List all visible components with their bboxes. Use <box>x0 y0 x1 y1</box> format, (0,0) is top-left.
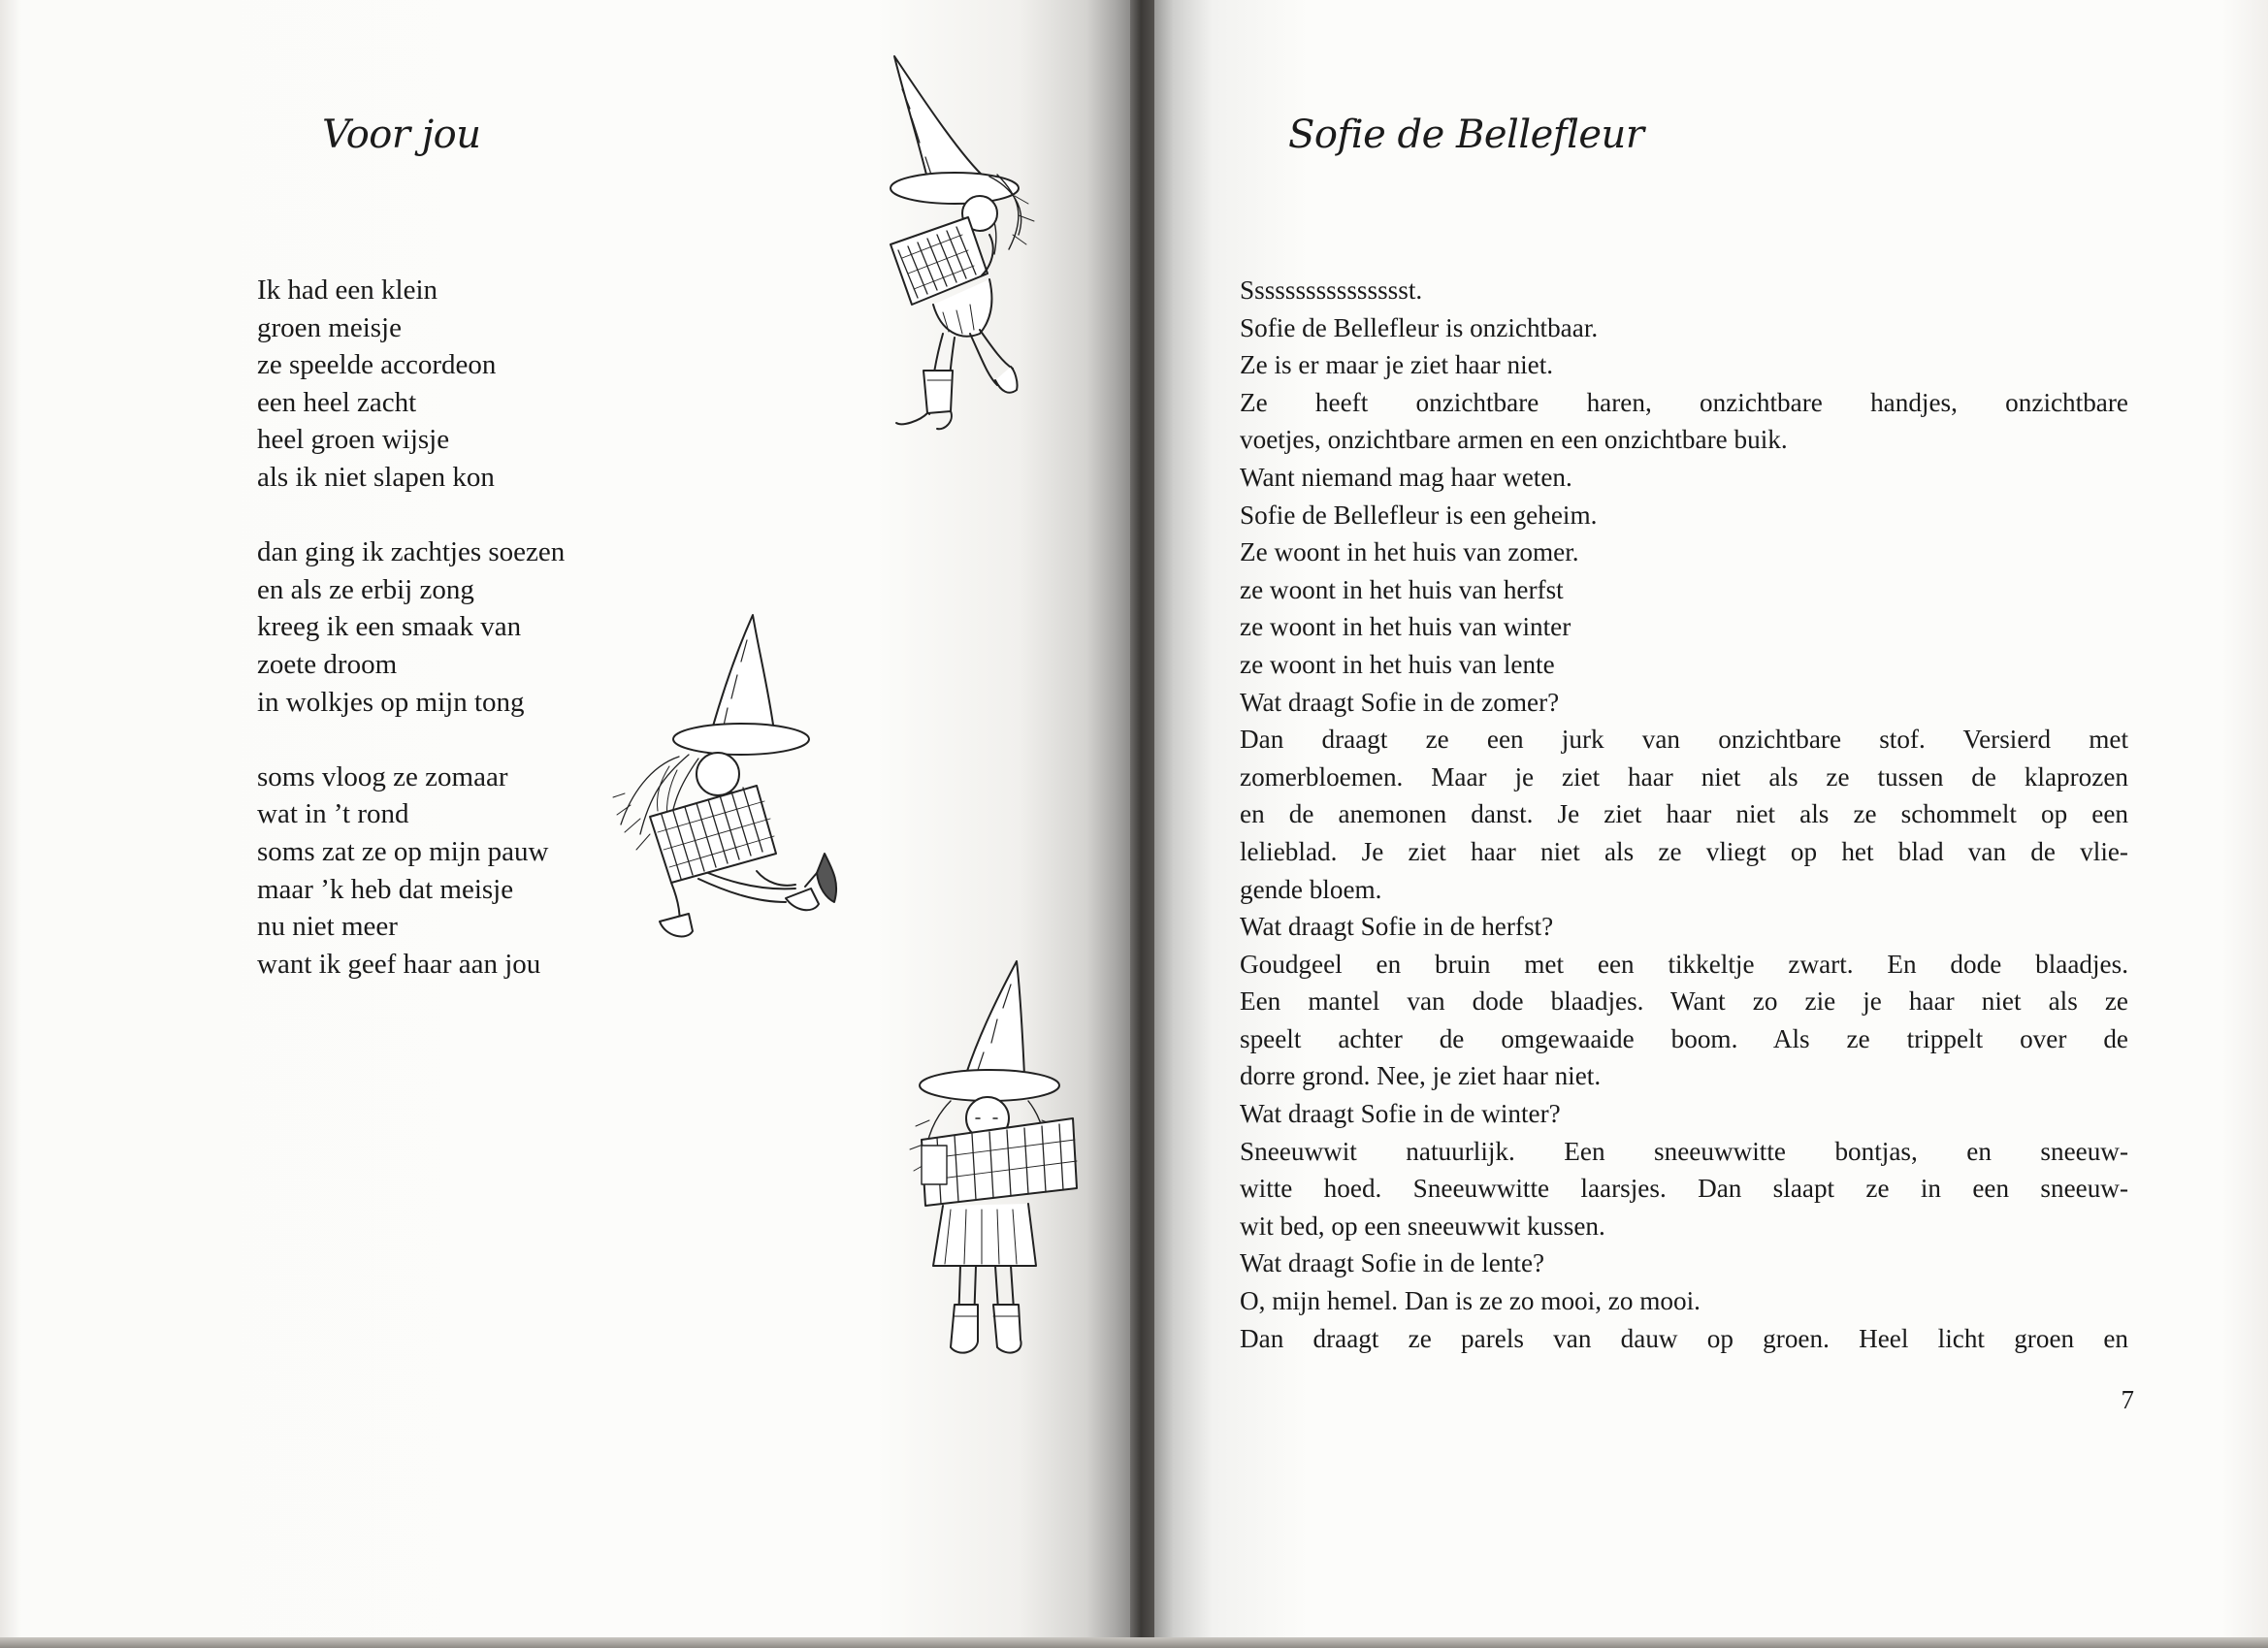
story-text <box>1240 272 2128 1357</box>
poem-line: groen meisje <box>257 311 402 343</box>
story-line: Sneeuwwit natuurlijk. Een sneeuwwitte bontjas, en sneeuw- <box>1240 1136 2128 1166</box>
story-line: Wat draagt Sofie in de herfst? <box>1240 912 1554 942</box>
poem-line: als ik niet slapen kon <box>257 461 495 493</box>
story-line: Een mantel van dode blaadjes. Want zo zie je haar niet als ze <box>1240 986 2128 1017</box>
story-line: Sofie de Bellefleur is onzichtbaar. <box>1240 312 1599 342</box>
poem-line: in wolkjes op mijn tong <box>257 686 525 718</box>
poem-stanza <box>257 533 565 721</box>
poem <box>257 272 565 983</box>
poem-line: ze speelde accordeon <box>257 349 497 381</box>
story-line: Want niemand mag haar weten. <box>1240 462 1572 492</box>
book-gutter <box>1130 0 1154 1648</box>
story-line: Wat draagt Sofie in de zomer? <box>1240 687 1560 717</box>
poem-stanza <box>257 759 565 984</box>
poem-line: want ik geef haar aan jou <box>257 948 541 980</box>
poem-line: nu niet meer <box>257 911 398 943</box>
story-line: lelieblad. Je ziet haar niet als ze vliegt op het blad van de vlie- <box>1240 836 2128 866</box>
poem-line: maar ’k heb dat meisje <box>257 873 514 905</box>
story-line: en de anemonen danst. Je ziet haar niet als ze schommelt op een <box>1240 799 2128 829</box>
poem-line: zoete droom <box>257 648 398 680</box>
story-line: Dan draagt ze parels van dauw op groen. Heel licht groen en <box>1240 1323 2128 1353</box>
poem-line: soms vloog ze zomaar <box>257 760 508 792</box>
story-line: speelt achter de omgewaaide boom. Als ze trippelt over de <box>1240 1023 2128 1053</box>
story-line: Wat draagt Sofie in de lente? <box>1240 1248 1545 1278</box>
witch-with-accordion-sitting-illustration <box>611 611 854 946</box>
story-line: Dan draagt ze een jurk van onzichtbare stof. Versierd met <box>1240 725 2128 755</box>
poem-line: heel groen wijsje <box>257 424 450 456</box>
story-line: Wat draagt Sofie in de winter? <box>1240 1099 1561 1129</box>
story-line: ze woont in het huis van herfst <box>1240 574 1564 604</box>
story-line: wit bed, op een sneeuwwit kussen. <box>1240 1211 1605 1241</box>
poem-line: kreeg ik een smaak van <box>257 611 522 643</box>
story-line: ze woont in het huis van winter <box>1240 612 1571 642</box>
poem-line: en als ze erbij zong <box>257 573 474 605</box>
story-line: zomerbloemen. Maar je ziet haar niet als ze tussen de klaprozen <box>1240 761 2128 792</box>
right-page <box>1154 0 2268 1648</box>
story-line: Sssssssssssssssst. <box>1240 275 1423 305</box>
page-bottom-edge <box>0 1637 2268 1648</box>
story-line: Sofie de Bellefleur is een geheim. <box>1240 500 1598 530</box>
story-line: dorre grond. Nee, je ziet haar niet. <box>1240 1061 1602 1091</box>
poem-line: soms zat ze op mijn pauw <box>257 835 549 867</box>
story-line: gende bloem. <box>1240 874 1382 904</box>
story-line: O, mijn hemel. Dan is ze zo mooi, zo mooi. <box>1240 1286 1701 1316</box>
left-page <box>0 0 1130 1648</box>
poem-line: Ik had een klein <box>257 275 438 306</box>
poem-line: dan ging ik zachtjes soezen <box>257 536 566 568</box>
witch-with-accordion-flying-illustration <box>873 50 1067 438</box>
poem-title: Voor jou <box>322 113 481 157</box>
story-line: Ze is er maar je ziet haar niet. <box>1240 350 1554 380</box>
story-title: Sofie de Bellefleur <box>1288 113 1644 157</box>
story-line: ze woont in het huis van lente <box>1240 649 1555 679</box>
page-number: 7 <box>2121 1385 2134 1414</box>
story-line: Ze heeft onzichtbare haren, onzichtbare handjes, onzichtbare <box>1240 387 2128 417</box>
witch-with-accordion-standing-illustration <box>883 955 1086 1363</box>
story-line: Ze woont in het huis van zomer. <box>1240 537 1579 567</box>
story-line: Goudgeel en bruin met een tikkeltje zwart. En dode blaadjes. <box>1240 949 2128 979</box>
poem-line: een heel zacht <box>257 386 417 418</box>
story-line: voetjes, onzichtbare armen en een onzichtbare buik. <box>1240 425 1788 455</box>
poem-stanza <box>257 272 565 497</box>
poem-line: wat in ’t rond <box>257 798 409 830</box>
story-line: witte hoed. Sneeuwwitte laarsjes. Dan slaapt ze in een sneeuw- <box>1240 1174 2128 1204</box>
